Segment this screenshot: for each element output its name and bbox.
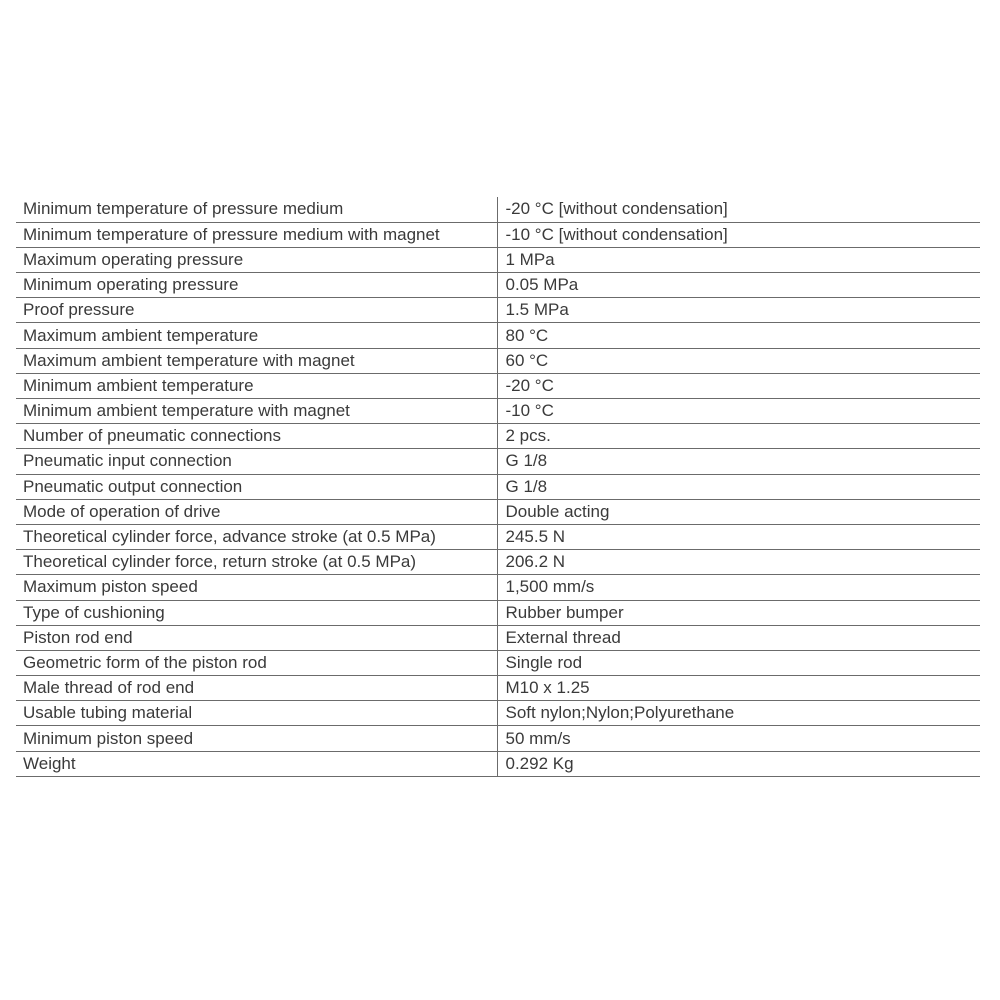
spec-value: 2 pcs.	[497, 424, 980, 449]
spec-table-body	[16, 197, 980, 776]
spec-value: G 1/8	[497, 449, 980, 474]
spec-name: Minimum ambient temperature with magnet	[16, 399, 497, 424]
spec-name: Piston rod end	[16, 625, 497, 650]
spec-name: Maximum operating pressure	[16, 247, 497, 272]
table-row	[16, 550, 980, 575]
spec-value: Soft nylon;Nylon;Polyurethane	[497, 701, 980, 726]
table-row	[16, 524, 980, 549]
spec-value: 1.5 MPa	[497, 298, 980, 323]
spec-name: Maximum piston speed	[16, 575, 497, 600]
spec-value: M10 x 1.25	[497, 676, 980, 701]
table-row	[16, 373, 980, 398]
spec-name: Pneumatic output connection	[16, 474, 497, 499]
spec-value: G 1/8	[497, 474, 980, 499]
table-row	[16, 323, 980, 348]
spec-value: 0.292 Kg	[497, 751, 980, 776]
spec-value: External thread	[497, 625, 980, 650]
table-row	[16, 499, 980, 524]
spec-value: Single rod	[497, 650, 980, 675]
table-row	[16, 650, 980, 675]
table-row	[16, 222, 980, 247]
spec-name: Minimum piston speed	[16, 726, 497, 751]
spec-value: -20 °C	[497, 373, 980, 398]
spec-value: 206.2 N	[497, 550, 980, 575]
table-row	[16, 600, 980, 625]
spec-name: Mode of operation of drive	[16, 499, 497, 524]
table-row	[16, 247, 980, 272]
spec-value: Double acting	[497, 499, 980, 524]
spec-name: Minimum temperature of pressure medium	[16, 197, 497, 222]
table-row	[16, 298, 980, 323]
spec-name: Number of pneumatic connections	[16, 424, 497, 449]
table-row	[16, 575, 980, 600]
table-row	[16, 348, 980, 373]
spec-value: -10 °C [without condensation]	[497, 222, 980, 247]
table-row	[16, 273, 980, 298]
spec-value: 60 °C	[497, 348, 980, 373]
spec-table	[16, 197, 980, 777]
spec-name: Pneumatic input connection	[16, 449, 497, 474]
spec-value: 0.05 MPa	[497, 273, 980, 298]
table-row	[16, 676, 980, 701]
spec-name: Geometric form of the piston rod	[16, 650, 497, 675]
spec-name: Usable tubing material	[16, 701, 497, 726]
table-row	[16, 751, 980, 776]
spec-value: 245.5 N	[497, 524, 980, 549]
spec-name: Minimum ambient temperature	[16, 373, 497, 398]
spec-name: Minimum operating pressure	[16, 273, 497, 298]
spec-value: 50 mm/s	[497, 726, 980, 751]
spec-name: Proof pressure	[16, 298, 497, 323]
spec-name: Minimum temperature of pressure medium with magnet	[16, 222, 497, 247]
spec-name: Maximum ambient temperature with magnet	[16, 348, 497, 373]
table-row	[16, 625, 980, 650]
spec-name: Maximum ambient temperature	[16, 323, 497, 348]
table-row	[16, 399, 980, 424]
spec-value: 1 MPa	[497, 247, 980, 272]
spec-value: Rubber bumper	[497, 600, 980, 625]
spec-name: Type of cushioning	[16, 600, 497, 625]
spec-value: 1,500 mm/s	[497, 575, 980, 600]
table-row	[16, 449, 980, 474]
table-row	[16, 474, 980, 499]
spec-name: Weight	[16, 751, 497, 776]
spec-value: -20 °C [without condensation]	[497, 197, 980, 222]
spec-value: -10 °C	[497, 399, 980, 424]
table-row	[16, 726, 980, 751]
table-row	[16, 701, 980, 726]
table-row	[16, 424, 980, 449]
spec-value: 80 °C	[497, 323, 980, 348]
spec-name: Theoretical cylinder force, return stroke (at 0.5 MPa)	[16, 550, 497, 575]
table-row	[16, 197, 980, 222]
spec-name: Male thread of rod end	[16, 676, 497, 701]
spec-name: Theoretical cylinder force, advance stroke (at 0.5 MPa)	[16, 524, 497, 549]
